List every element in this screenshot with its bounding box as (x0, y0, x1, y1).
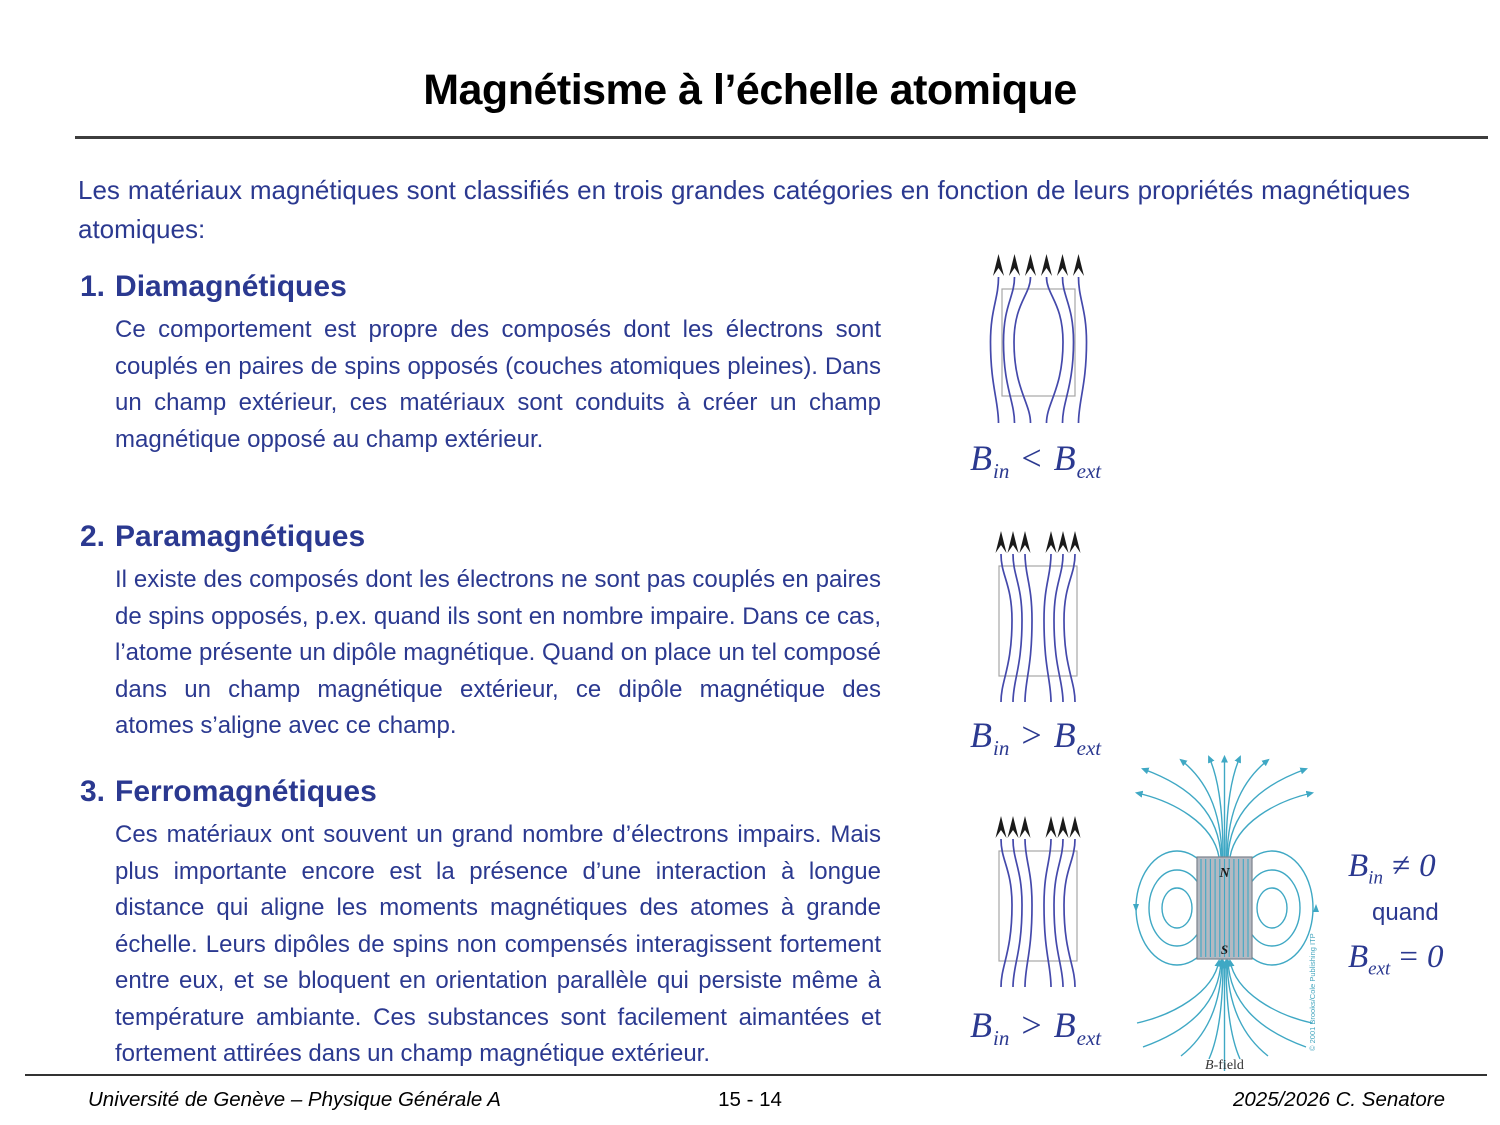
section-body-ferromagnetiques: Ces matériaux ont souvent un grand nombre d’électrons impairs. Mais plus importante encore est la présence d’une interaction à longue distance qui aligne les moments magnétiques des atomes à grande échelle. Leurs dipôles de spins non compensés interagissent fortement entre eux, et se bloquent en orientation parallèle qui persiste même à température ambiante. Ces substances sont facilement aimantées et fortement attirées dans un champ magnétique extérieur. (115, 821, 881, 1067)
image-credit: © 2001 Brooks/Cole Publishing ITP (1308, 933, 1317, 1051)
section-number: 2. (80, 520, 106, 553)
up-arrow-icons (993, 254, 1084, 276)
condition-line-2: $B_{ext} = 0$ (1348, 939, 1444, 980)
b-field-caption: B-field (1205, 1058, 1244, 1073)
title-divider (75, 136, 1488, 139)
diamagnetic-field-diagram (985, 253, 1110, 445)
page-title: Magnétisme à l’échelle atomique (423, 66, 1077, 114)
paramagnetic-field-diagram (985, 530, 1110, 722)
footer-author-year: 2025/2026 C. Senatore (1233, 1088, 1445, 1111)
footer-divider (25, 1074, 1487, 1076)
footer-institution: Université de Genève – Physique Générale A (88, 1088, 501, 1111)
fig-label-diamagnetic: $B_{in} < B_{ext}$ (970, 438, 1102, 484)
condition-quand: quand (1372, 899, 1439, 926)
south-pole-label: S (1220, 942, 1229, 957)
intro-paragraph: Les matériaux magnétiques sont classifiés en trois grandes catégories en fonction de leurs propriétés magnétiques atomiques: (78, 175, 1410, 244)
north-pole-label: N (1219, 866, 1230, 881)
up-arrow-icons (996, 816, 1081, 838)
section-title: Diamagnétiques (115, 270, 347, 303)
section-title: Paramagnétiques (115, 520, 366, 553)
section-title: Ferromagnétiques (115, 775, 377, 808)
section-heading-diamagnetiques (80, 270, 347, 304)
up-arrow-icons (996, 531, 1081, 553)
section-heading-ferromagnetiques (80, 775, 377, 809)
section-number: 3. (80, 775, 106, 808)
fig-label-paramagnetic: $B_{in} > B_{ext}$ (970, 715, 1102, 761)
ferromagnetic-condition (1348, 848, 1478, 980)
section-body-paramagnetiques: Il existe des composés dont les électrons ne sont pas couplés en paires de spins opposés, p.ex. quand ils sont en nombre impaire. Dans ce cas, l’atome présente un dipôle magnétique. Quand on place un tel composé dans un champ magnétique extérieur, ce dipôle magnétique des atomes s’aligne avec ce champ. (115, 566, 881, 739)
section-number: 1. (80, 270, 106, 303)
ferromagnetic-field-diagram (985, 815, 1110, 1007)
section-body-diamagnetiques: Ce comportement est propre des composés dont les électrons sont couplés en paires de spins opposés (couches atomiques pleines). Dans un champ extérieur, ces matériaux sont conduits à créer un champ magnétique opposé au champ extérieur. (115, 316, 881, 453)
condition-line-1: $B_{in} \ne 0$ (1348, 848, 1436, 889)
footer-page-number: 15 - 14 (718, 1088, 782, 1111)
bar-magnet-field-diagram (1133, 753, 1347, 1075)
section-heading-paramagnetiques (80, 520, 365, 554)
fig-label-ferromagnetic: $B_{in} > B_{ext}$ (970, 1005, 1102, 1051)
